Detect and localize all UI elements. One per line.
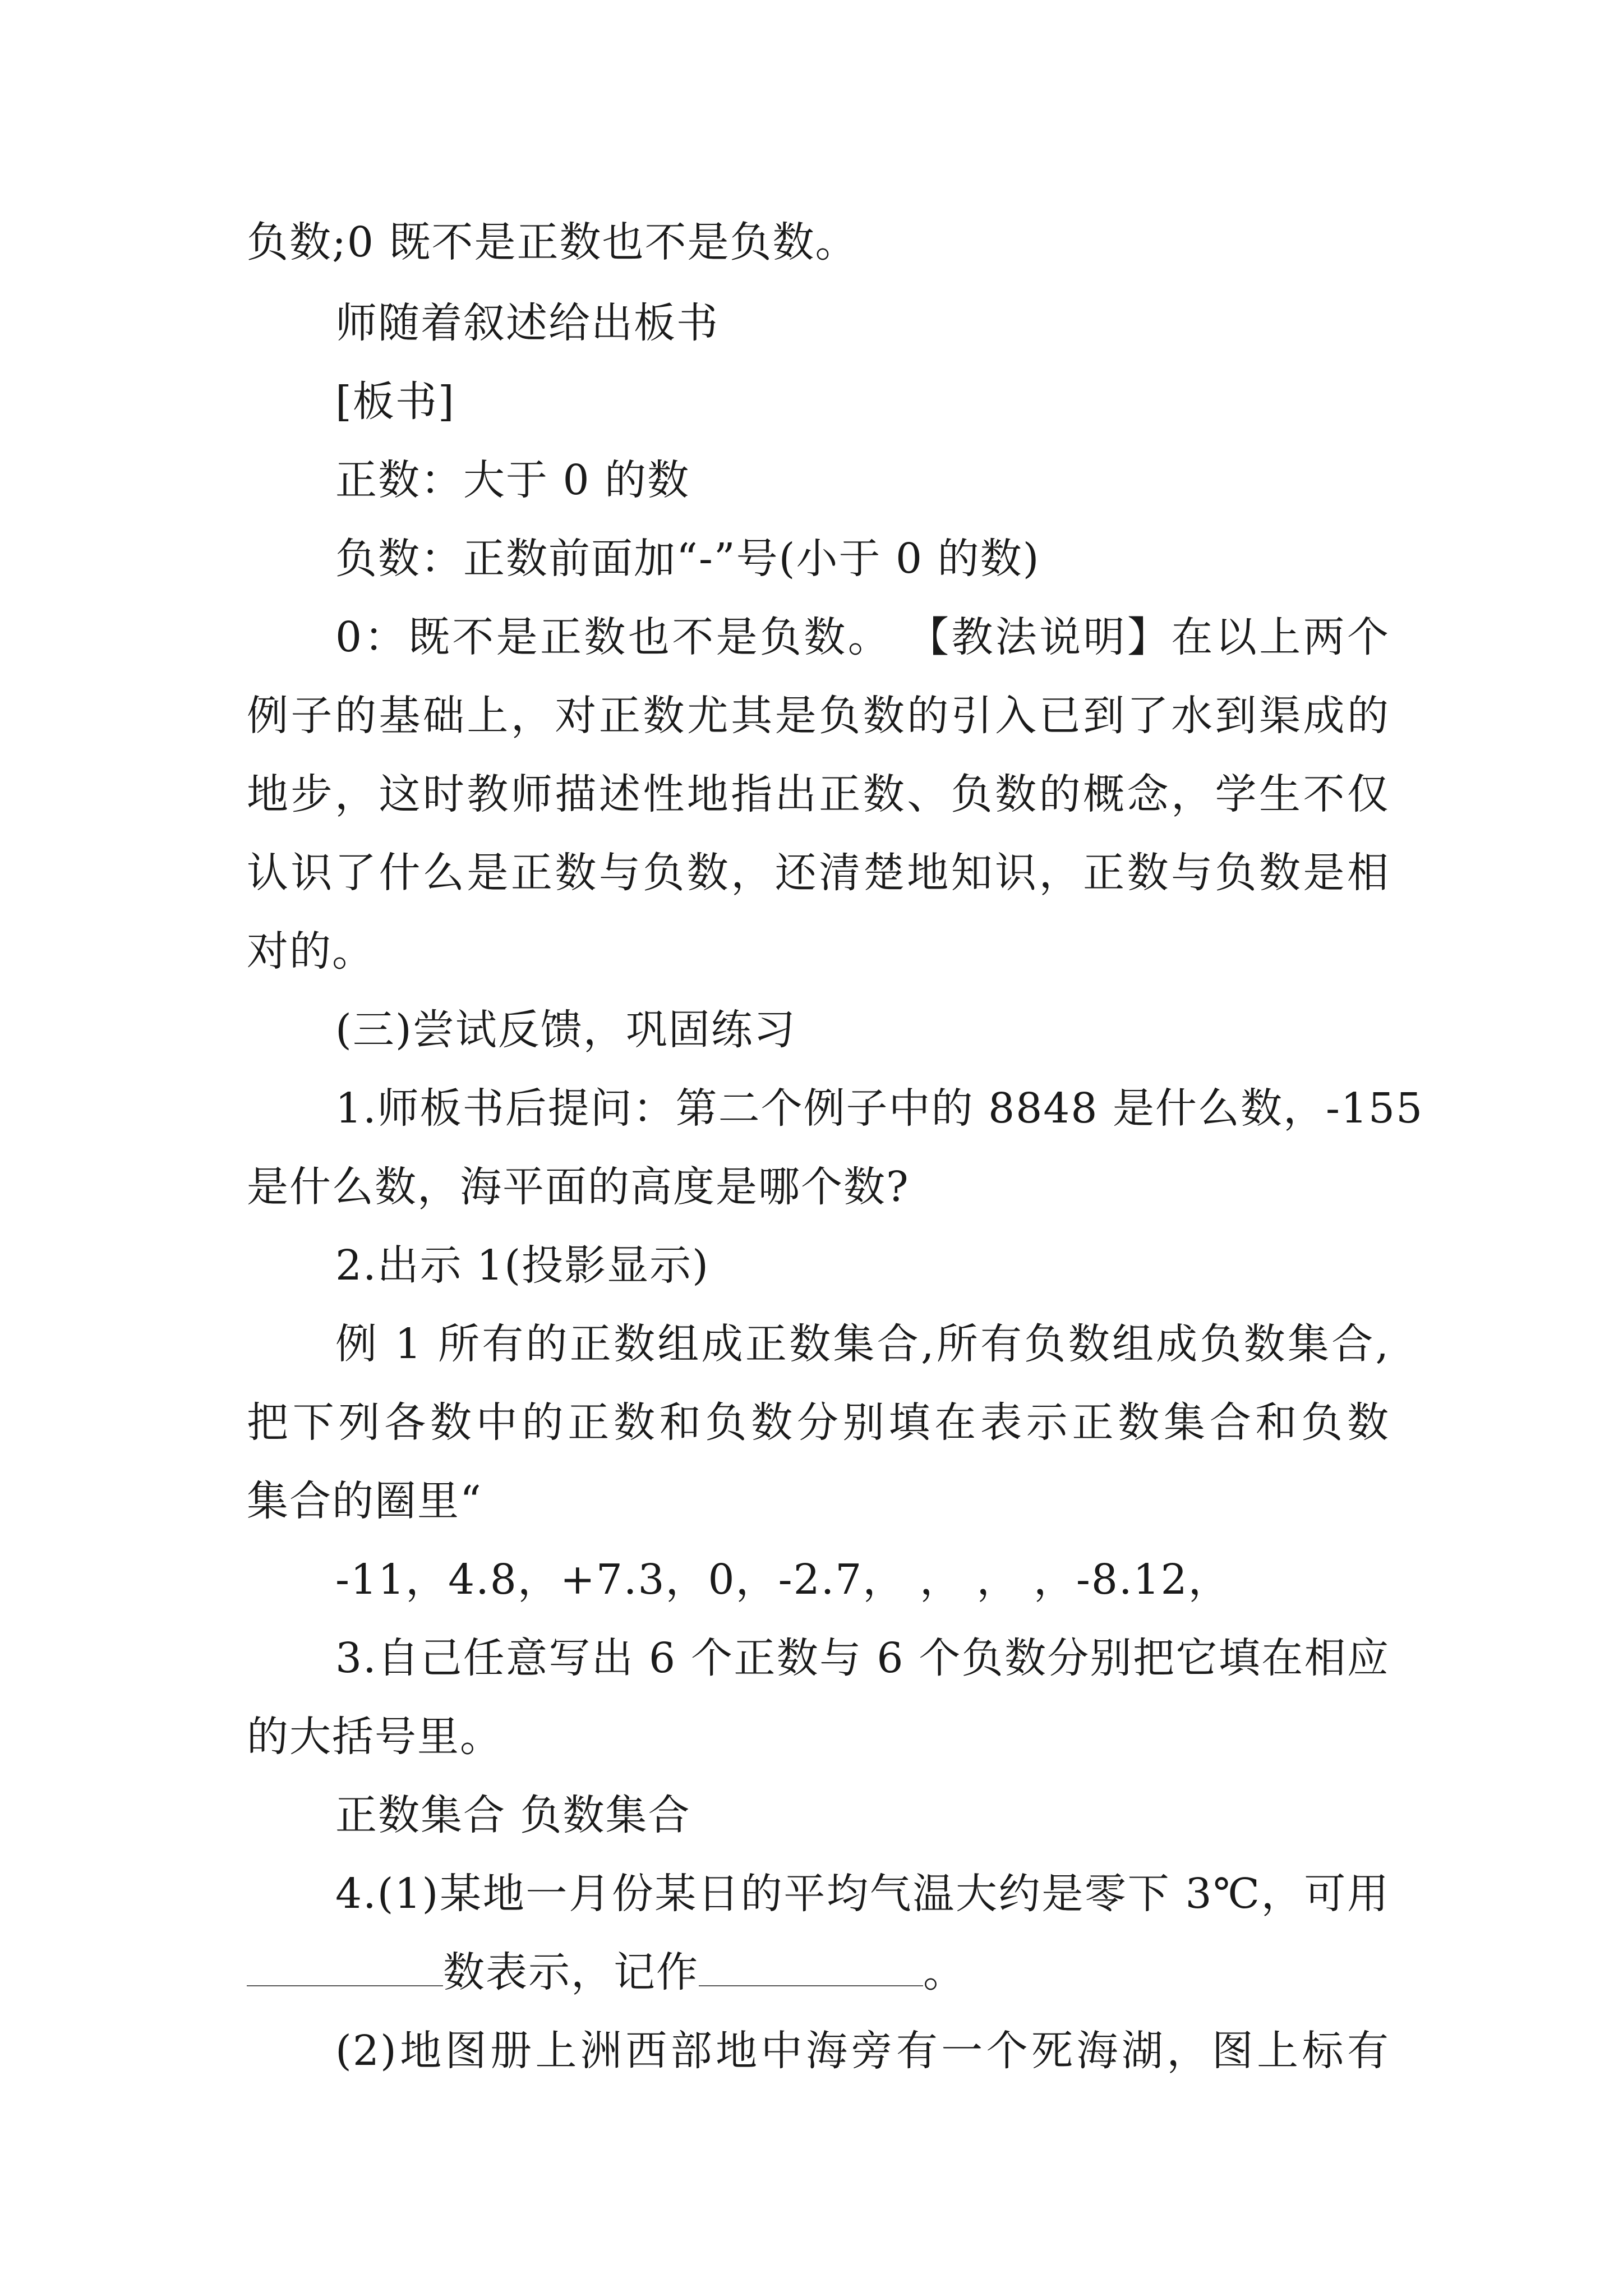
text-line: 地步，这时教师描述性地指出正数、负数的概念，学生不仅 <box>247 770 1390 818</box>
text-fragment: 。 <box>923 1948 966 1996</box>
section-heading: (三)尝试反馈，巩固练习 <box>335 1006 796 1054</box>
text-line: 正数：大于 0 的数 <box>335 456 690 504</box>
text-line: 1.师板书后提问：第二个例子中的 8848 是什么数，-155 <box>335 1084 1424 1133</box>
text-line: 例 1 所有的正数组成正数集合,所有负数组成负数集合, <box>335 1320 1390 1368</box>
answer-blank <box>699 1946 923 1986</box>
text-line: 师随着叙述给出板书 <box>335 299 719 347</box>
text-line: (2)地图册上洲西部地中海旁有一个死海湖，图上标有 <box>335 2027 1390 2075</box>
text-line: 负数;0 既不是正数也不是负数。 <box>247 218 858 266</box>
text-line: 正数集合 负数集合 <box>335 1791 691 1839</box>
text-line: 集合的圈里“ <box>247 1477 482 1525</box>
text-line: 例子的基础上，对正数尤其是负数的引入已到了水到渠成的 <box>247 692 1390 740</box>
text-line: 4.(1)某地一月份某日的平均气温大约是零下 3℃，可用 <box>335 1870 1390 1918</box>
number-list: -11，4.8，+7.3，0，-2.7， ， ， ，-8.12， <box>335 1556 1231 1604</box>
text-line: 2.出示 1(投影显示) <box>335 1241 709 1290</box>
text-line: 的大括号里。 <box>247 1713 502 1761</box>
text-line: 认识了什么是正数与负数，还清楚地知识，正数与负数是相 <box>247 849 1390 897</box>
text-fragment: 数表示，记作 <box>443 1948 699 1996</box>
answer-blank <box>247 1946 443 1986</box>
text-line: 3.自己任意写出 6 个正数与 6 个负数分别把它填在相应 <box>335 1634 1390 1682</box>
text-line: [板书] <box>335 378 455 426</box>
text-line: 0：既不是正数也不是负数。 【教法说明】在以上两个 <box>335 613 1390 661</box>
text-line: 是什么数，海平面的高度是哪个数? <box>247 1163 910 1211</box>
text-line: 负数：正数前面加“-”号(小于 0 的数) <box>335 535 1040 583</box>
text-line: 把下列各数中的正数和负数分别填在表示正数集合和负数 <box>247 1398 1390 1447</box>
fill-in-line <box>247 1945 966 1999</box>
text-line: 对的。 <box>247 927 375 976</box>
